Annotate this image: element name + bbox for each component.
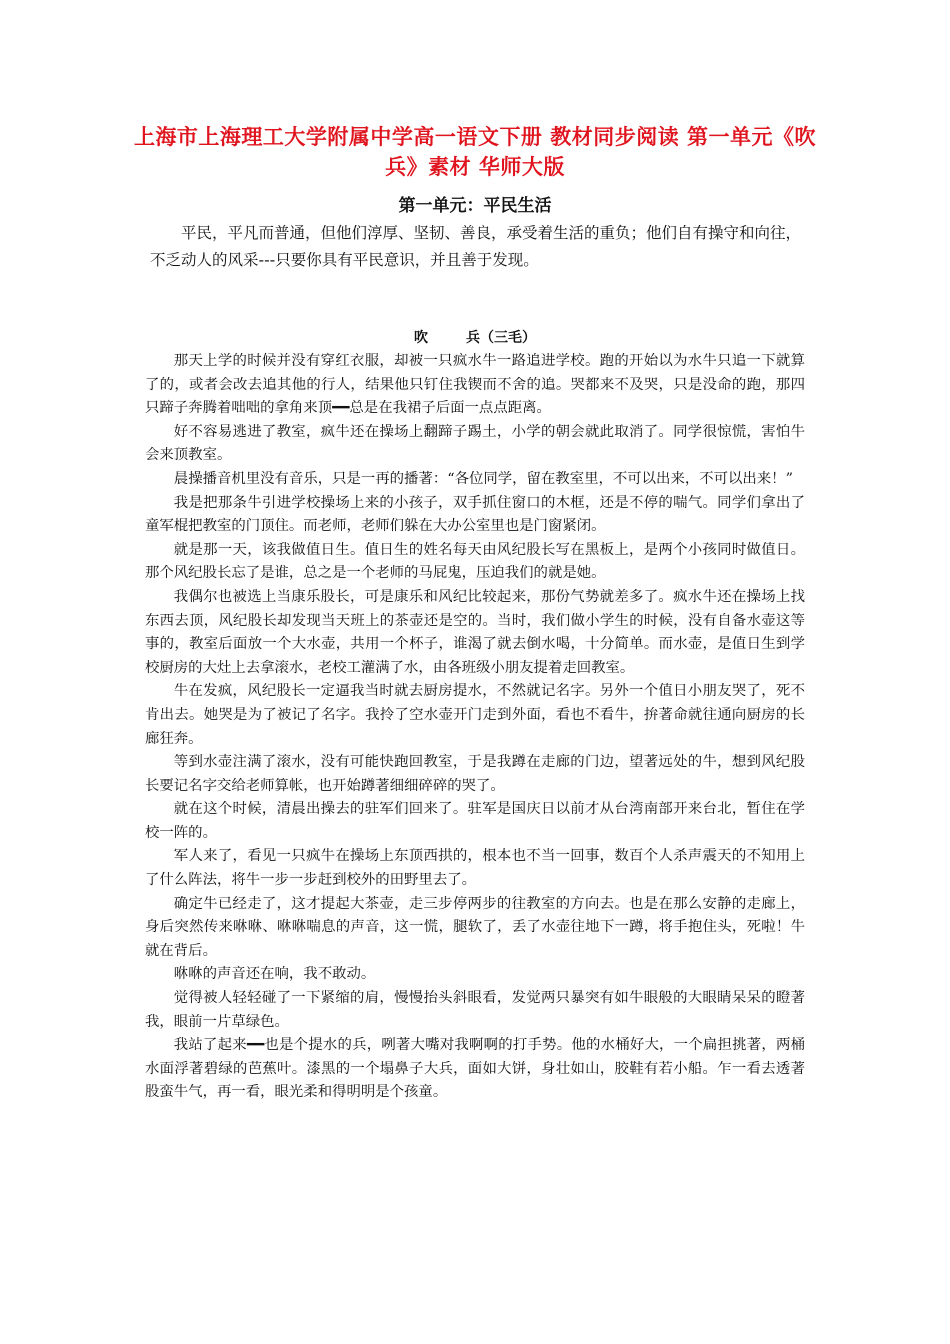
paragraph: 我偶尔也被选上当康乐股长，可是康乐和风纪比较起来，那份气势就差多了。疯水牛还在操场上找东西去顶，风纪股长却发现当天班上的茶壶还是空的。当时，我们做小学生的时候，没有自备水壶这等事的，教室后面放一个大水壶，共用一个杯子，谁渴了就去倒水喝，十分简单。而水壶，是值日生到学校厨房的大灶上去拿滚水，老校工灌满了水，由各班级小朋友提着走回教室。: [145, 588, 805, 676]
paragraph: 我是把那条牛引进学校操场上来的小孩子，双手抓住窗口的木框，还是不停的喘气。同学们拿出了童军棍把教室的门顶住。而老师，老师们躲在大办公室里也是门窗紧闭。: [145, 494, 805, 535]
paragraph: 等到水壶注满了滚水，没有可能快跑回教室，于是我蹲在走廊的门边，望著远处的牛，想到风纪股长要记名字交给老师算帐，也开始蹲著细细碎碎的哭了。: [145, 754, 805, 794]
paragraph: 觉得被人轻轻碰了一下紧缩的肩，慢慢抬头斜眼看，发觉两只暴突有如牛眼般的大眼睛呆呆的瞪著我，眼前一片草绿色。: [145, 990, 805, 1030]
paragraph: 咻咻的声音还在响，我不敢动。: [173, 966, 376, 983]
paragraph: 就是那一天，该我做值日生。值日生的姓名每天由风纪股长写在黑板上，是两个小孩同时做值日。那个风纪股长忘了是谁，总之是一个老师的马屁鬼，压迫我们的就是她。: [145, 541, 805, 582]
paragraph: 我站了起来━━也是个提水的兵，咧著大嘴对我啊啊的打手势。他的水桶好大，一个扁担挑著，两桶水面浮著碧绿的芭蕉叶。漆黑的一个塌鼻子大兵，面如大饼，身壮如山，胶鞋有若小船。乍一看去透著股蛮牛气，再一看，眼光柔和得明明是个孩童。: [145, 1037, 805, 1101]
article-title-author: 兵（三毛）: [466, 330, 536, 346]
unit-heading: 第一单元：平民生活: [398, 196, 552, 216]
paragraph: 好不容易逃进了教室，疯牛还在操场上翻蹄子踢土，小学的朝会就此取消了。同学很惊慌，害怕牛会来顶教室。: [145, 423, 805, 464]
paragraph: 牛在发疯，风纪股长一定逼我当时就去厨房提水，不然就记名字。另外一个值日小朋友哭了，死不肯出去。她哭是为了被记了名字。我拎了空水壶开门走到外面，看也不看牛，拚著命就往通向厨房的长廊狂奔。: [145, 683, 805, 747]
document-title: 上海市上海理工大学附属中学高一语文下册 教材同步阅读 第一单元《吹兵》素材 华师大版: [133, 125, 817, 179]
paragraph: 军人来了，看见一只疯牛在操场上东顶西拱的，根本也不当一回事，数百个人杀声震天的不知用上了什么阵法，将牛一步一步赶到校外的田野里去了。: [145, 848, 805, 889]
paragraph: 就在这个时候，清晨出操去的驻军们回来了。驻军是国庆日以前才从台湾南部开来台北，暂住在学校一阵的。: [145, 801, 805, 841]
paragraph: 晨操播音机里没有音乐，只是一再的播著：“各位同学，留在教室里，不可以出来，不可以出来！”: [173, 470, 793, 487]
unit-intro: 平民，平凡而普通，但他们淳厚、坚韧、善良，承受着生活的重负；他们自有操守和向往，不乏动人的风采---只要你具有平民意识，并且善于发现。: [150, 224, 802, 269]
article-title-word: 吹: [414, 330, 428, 346]
paragraph: 确定牛已经走了，这才提起大茶壶，走三步停两步的往教室的方向去。也是在那么安静的走廊上，身后突然传来咻咻、咻咻喘息的声音，这一慌，腿软了，丢了水壶往地下一蹲，将手抱住头，死啦！牛就在背后。: [145, 895, 805, 959]
article-title: [0, 328, 950, 348]
article-body: [145, 350, 805, 1105]
paragraph: 那天上学的时候并没有穿红衣服，却被一只疯水牛一路追进学校。跑的开始以为水牛只追一下就算了的，或者会改去追其他的行人，结果他只钉住我锲而不舍的追。哭都来不及哭，只是没命的跑，那四只蹄子奔腾着咄咄的拿角来顶━━总是在我裙子后面一点点距离。: [145, 353, 805, 417]
